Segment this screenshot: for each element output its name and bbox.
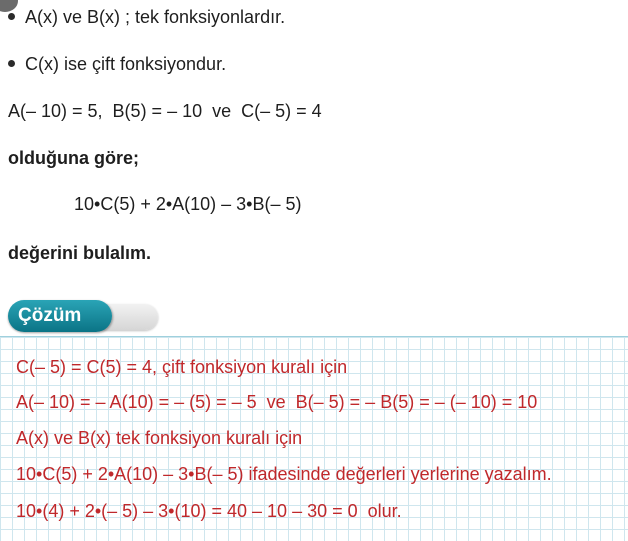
solution-line: A(– 10) = – A(10) = – (5) = – 5 ve B(– 5) = – B(5) = – (– 10) = 10 <box>16 392 538 412</box>
solution-line: 10•(4) + 2•(– 5) – 3•(10) = 40 – 10 – 30 = 0 olur. <box>16 501 402 521</box>
solution-tab-label: Çözüm <box>8 300 112 332</box>
expression: 10•C(5) + 2•A(10) – 3•B(– 5) <box>74 194 302 214</box>
given-values: A(– 10) = 5, B(5) = – 10 ve C(– 5) = 4 <box>8 101 322 121</box>
task-text: değerini bulalım. <box>8 243 152 263</box>
bullet-dot <box>8 60 15 67</box>
bullet-item <box>8 53 226 75</box>
condition-text: olduğuna göre; <box>8 148 139 168</box>
bullet-text: C(x) ise çift fonksiyondur. <box>25 54 227 74</box>
solution-tab <box>8 300 158 332</box>
bullet-item <box>8 6 285 28</box>
solution-line: C(– 5) = C(5) = 4, çift fonksiyon kuralı için <box>16 357 348 377</box>
solution-panel <box>0 336 628 541</box>
bullet-dot <box>8 13 15 20</box>
solution-line: A(x) ve B(x) tek fonksiyon kuralı için <box>16 428 303 448</box>
bullet-text: A(x) ve B(x) ; tek fonksiyonlardır. <box>25 7 286 27</box>
solution-line: 10•C(5) + 2•A(10) – 3•B(– 5) ifadesinde değerleri yerlerine yazalım. <box>16 464 552 484</box>
